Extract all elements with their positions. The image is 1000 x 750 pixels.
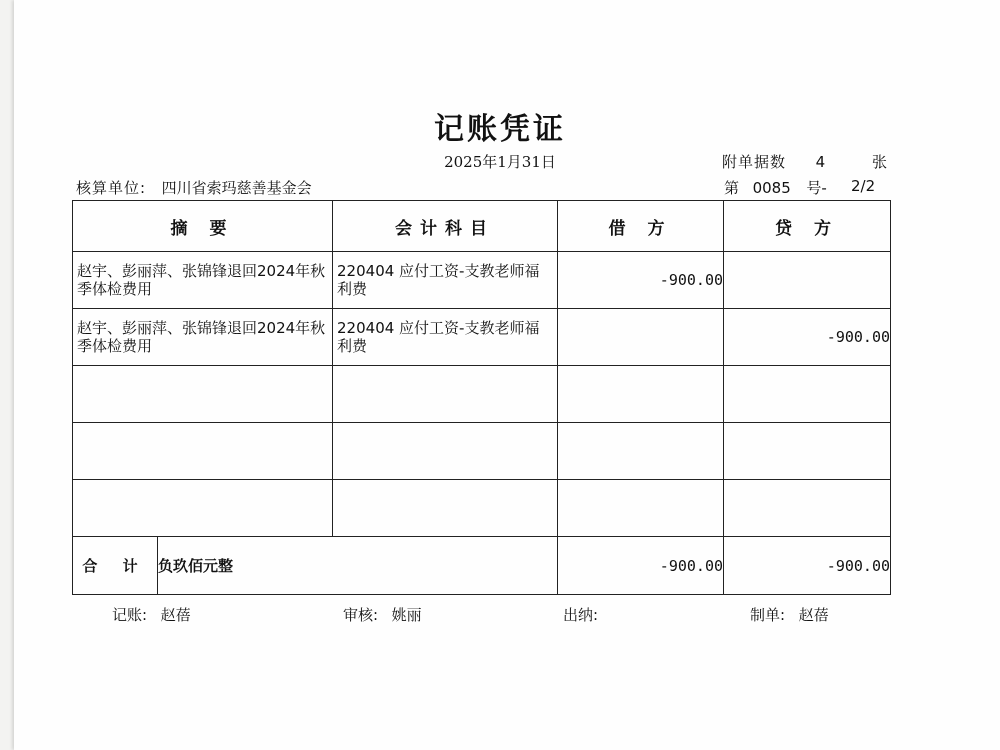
table-row xyxy=(73,366,891,423)
summary-text: 赵宇、彭丽萍、张锦锋退回2024年秋季体检费用 xyxy=(77,262,326,298)
preparer-signature xyxy=(750,604,829,625)
accounting-unit xyxy=(76,177,312,198)
page-indicator: 2/2 xyxy=(851,177,876,195)
reviewer-name: 姚丽 xyxy=(391,606,422,624)
voucher-table xyxy=(72,200,891,595)
summary-text: 赵宇、彭丽萍、张锦锋退回2024年秋季体检费用 xyxy=(77,319,326,355)
bookkeeper-label: 记账: xyxy=(112,606,148,624)
total-amount-words: 负玖佰元整 xyxy=(158,537,558,595)
reviewer-signature xyxy=(343,604,422,625)
summary-cell xyxy=(73,252,333,309)
attachments-label: 附单据数 xyxy=(722,153,787,171)
header-summary: 摘 要 xyxy=(73,201,333,252)
summary-cell xyxy=(73,366,333,423)
bookkeeper-name: 赵蓓 xyxy=(160,606,191,624)
bookkeeper-signature xyxy=(112,604,191,625)
table-row xyxy=(73,480,891,537)
total-label: 合 计 xyxy=(73,537,158,595)
number-value: 0085 xyxy=(752,179,791,197)
credit-cell xyxy=(724,252,891,309)
number-suffix: 号- xyxy=(806,179,827,197)
total-debit: -900.00 xyxy=(558,537,724,595)
account-text: 220404 应付工资-支教老师福利费 xyxy=(337,319,540,355)
attachments-count: 4 xyxy=(815,153,826,171)
attachments-unit: 张 xyxy=(872,153,888,171)
voucher-title: 记账凭证 xyxy=(434,112,566,147)
header-credit: 贷 方 xyxy=(724,201,891,252)
account-cell xyxy=(333,480,558,537)
cashier-label: 出纳: xyxy=(563,606,599,624)
reviewer-label: 审核: xyxy=(343,606,379,624)
summary-cell xyxy=(73,309,333,366)
total-credit: -900.00 xyxy=(724,537,891,595)
table-row xyxy=(73,252,891,309)
number-prefix: 第 xyxy=(724,179,740,197)
credit-cell xyxy=(724,366,891,423)
voucher-date: 2025年1月31日 xyxy=(444,153,556,171)
credit-cell xyxy=(724,423,891,480)
header-account: 会计科目 xyxy=(333,201,558,252)
credit-cell xyxy=(724,480,891,537)
unit-label: 核算单位: xyxy=(76,179,147,197)
account-cell xyxy=(333,423,558,480)
header-debit: 借 方 xyxy=(558,201,724,252)
cashier-signature xyxy=(563,604,598,625)
unit-name: 四川省索玛慈善基金会 xyxy=(161,179,312,197)
voucher-number xyxy=(724,177,827,198)
table-header-row xyxy=(73,201,891,252)
debit-cell xyxy=(558,309,724,366)
preparer-name: 赵蓓 xyxy=(798,606,829,624)
attachments-info xyxy=(722,151,825,172)
debit-cell xyxy=(558,423,724,480)
debit-cell: -900.00 xyxy=(558,252,724,309)
table-row xyxy=(73,309,891,366)
debit-cell xyxy=(558,480,724,537)
account-cell xyxy=(333,309,558,366)
debit-cell xyxy=(558,366,724,423)
total-row xyxy=(73,537,891,595)
account-text: 220404 应付工资-支教老师福利费 xyxy=(337,262,540,298)
account-cell xyxy=(333,366,558,423)
preparer-label: 制单: xyxy=(750,606,786,624)
summary-cell xyxy=(73,423,333,480)
table-row xyxy=(73,423,891,480)
credit-cell: -900.00 xyxy=(724,309,891,366)
summary-cell xyxy=(73,480,333,537)
account-cell xyxy=(333,252,558,309)
